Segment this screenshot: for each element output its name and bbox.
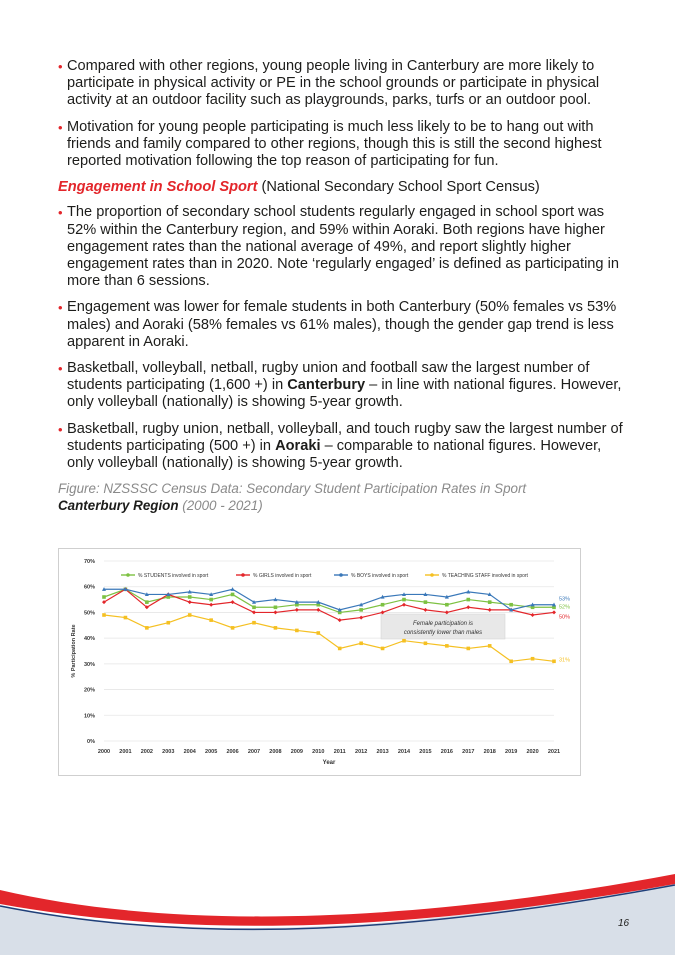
legend-marker — [241, 573, 245, 577]
data-point — [423, 608, 427, 612]
data-point — [145, 600, 149, 604]
section-subtitle: (National Secondary School Sport Census) — [261, 179, 540, 196]
page-content — [58, 58, 630, 514]
list-item: • Basketball, volleyball, netball, rugby union and football saw the largest number of students participating (1,600 +) in Canterbury – in line with national figures. However, only volleyball (nationally) is showing 5-year growth. — [58, 360, 622, 411]
data-point — [295, 608, 299, 612]
participation-chart — [58, 548, 581, 776]
region-canterbury: Canterbury — [287, 377, 366, 394]
data-point — [381, 647, 385, 651]
bullet-dot-icon: • — [58, 361, 63, 377]
figure-caption-years: (2000 - 2021) — [178, 497, 263, 513]
y-tick-label: 0% — [87, 739, 95, 745]
x-tick-label: 2001 — [119, 749, 132, 755]
legend-marker — [430, 573, 434, 577]
data-point — [381, 603, 385, 607]
data-point — [359, 616, 363, 620]
bullet-list-section — [58, 204, 630, 472]
list-item: • Engagement was lower for female students in both Canterbury (50% females vs 53% males) and Aoraki (58% females vs 61% males), though the gender gap trend is less apparent in Aoraki. — [58, 299, 617, 350]
data-point — [252, 605, 256, 609]
x-tick-label: 2012 — [355, 749, 368, 755]
data-point — [338, 618, 342, 622]
data-point — [424, 641, 428, 645]
footer-swoosh — [0, 860, 675, 955]
y-tick-label: 20% — [83, 687, 95, 694]
legend-label: % STUDENTS involved in sport — [138, 573, 209, 579]
data-point — [209, 598, 213, 602]
figure-caption — [58, 481, 630, 514]
data-point — [231, 593, 235, 597]
x-tick-label: 2004 — [183, 749, 196, 755]
data-point — [188, 600, 192, 604]
bullet-dot-icon: • — [58, 300, 63, 316]
x-tick-label: 2003 — [162, 749, 175, 755]
bullet-dot-icon: • — [58, 59, 63, 74]
chart-svg — [59, 549, 580, 775]
y-tick-label: 30% — [83, 661, 95, 668]
x-tick-label: 2018 — [483, 749, 496, 755]
data-point — [424, 600, 428, 604]
end-value-label: 52% — [559, 604, 571, 611]
bullet-dot-icon: • — [58, 421, 63, 437]
data-point — [252, 621, 256, 625]
end-value-label: 53% — [559, 596, 571, 603]
data-point — [145, 626, 149, 630]
x-tick-label: 2014 — [397, 749, 411, 755]
legend-label: % TEACHING STAFF involved in sport — [442, 573, 528, 579]
x-tick-label: 2019 — [505, 749, 518, 755]
x-tick-label: 2007 — [247, 749, 261, 755]
data-point — [295, 629, 299, 633]
legend-marker — [339, 573, 343, 577]
bullet-dot-icon: • — [58, 205, 63, 221]
data-point — [466, 647, 470, 651]
data-point — [273, 610, 277, 614]
x-tick-label: 2016 — [440, 749, 453, 755]
region-aoraki: Aoraki — [275, 437, 321, 454]
x-tick-label: 2021 — [547, 749, 561, 755]
x-tick-label: 2020 — [526, 749, 539, 755]
data-point — [166, 621, 170, 625]
data-point — [231, 587, 235, 591]
x-tick-label: 2010 — [312, 749, 325, 755]
data-point — [402, 639, 406, 643]
data-point — [231, 600, 235, 604]
page-number: 16 — [618, 918, 630, 929]
x-axis-label: Year — [322, 760, 336, 766]
data-point — [359, 641, 363, 645]
x-tick-label: 2006 — [226, 749, 239, 755]
y-tick-label: 60% — [83, 584, 95, 591]
data-point — [102, 595, 106, 599]
data-point — [445, 603, 449, 607]
section-title: Engagement in School Sport — [58, 179, 258, 196]
data-point — [488, 608, 492, 612]
figure-caption-line1: Figure: NZSSSC Census Data: Secondary Student Participation Rates in Sport — [58, 481, 527, 497]
data-point — [552, 659, 556, 663]
data-point — [466, 605, 470, 609]
x-tick-label: 2013 — [376, 749, 389, 755]
list-item: • Compared with other regions, young people living in Canterbury are more likely to participate in physical activity or PE in the school grounds or participate in physical activity at an outdoor facility such as playgrounds, parks, turfs or an outdoor pool. — [58, 58, 600, 109]
y-tick-label: 50% — [83, 610, 95, 617]
y-axis-label: % Participation Rate — [71, 624, 77, 678]
figure-caption-region: Canterbury Region — [58, 497, 179, 513]
data-point — [209, 603, 213, 607]
data-point — [274, 605, 278, 609]
data-point — [488, 600, 492, 604]
data-point — [316, 631, 320, 635]
y-tick-label: 70% — [83, 559, 95, 565]
data-point — [231, 626, 235, 630]
data-point — [188, 595, 192, 599]
x-tick-label: 2008 — [269, 749, 282, 755]
bullet-list-top — [58, 58, 630, 170]
data-point — [274, 626, 278, 630]
data-point — [466, 598, 470, 602]
list-item: • The proportion of secondary school students regularly engaged in school sport was 52% within the Canterbury region, and 59% within Aoraki. Both regions have higher engagement rates than the national average of 49%, and report slightly higher engagement rates than in 2020. Note ‘regularly engaged’ is defined as participating in more than 6 sessions. — [58, 204, 619, 290]
x-tick-label: 2000 — [97, 749, 111, 755]
end-value-label: 50% — [559, 614, 571, 621]
annotation-text: consistently lower than males — [403, 630, 483, 636]
data-point — [402, 603, 406, 607]
legend-marker — [126, 573, 130, 577]
data-point — [402, 598, 406, 602]
y-tick-label: 10% — [83, 713, 95, 720]
x-tick-label: 2005 — [205, 749, 218, 755]
data-point — [124, 616, 128, 620]
legend-label: % GIRLS involved in sport — [253, 573, 312, 579]
x-tick-label: 2015 — [419, 749, 432, 755]
x-tick-label: 2011 — [333, 749, 346, 755]
data-point — [445, 644, 449, 648]
data-point — [552, 610, 556, 614]
data-point — [338, 647, 342, 651]
end-value-label: 31% — [559, 657, 571, 664]
data-point — [509, 603, 513, 607]
annotation-text: Female participation is — [412, 621, 474, 627]
section-heading — [58, 179, 630, 196]
series-line — [104, 589, 554, 610]
data-point — [252, 610, 256, 614]
data-point — [531, 657, 535, 661]
y-tick-label: 40% — [83, 636, 95, 643]
bullet-dot-icon: • — [58, 119, 63, 135]
data-point — [509, 659, 513, 663]
data-point — [209, 618, 213, 622]
list-item: • Basketball, rugby union, netball, volleyball, and touch rugby saw the largest number of students participating (500 +) in Aoraki – comparable to national figures. However, only volleyball (nationally) is showing 5-year growth. — [58, 420, 623, 472]
data-point — [359, 608, 363, 612]
legend-label: % BOYS involved in sport — [351, 573, 409, 579]
x-tick-label: 2017 — [462, 749, 475, 755]
data-point — [316, 608, 320, 612]
x-tick-label: 2002 — [140, 749, 153, 755]
data-point — [531, 613, 535, 617]
x-tick-label: 2009 — [290, 749, 303, 755]
data-point — [102, 613, 106, 617]
data-point — [488, 644, 492, 648]
list-item: • Motivation for young people participating is much less likely to be to hang out with friends and family compared to other regions, though this is still the second highest reported motivation following the top reason of participating for fun. — [58, 118, 602, 170]
data-point — [188, 613, 192, 617]
